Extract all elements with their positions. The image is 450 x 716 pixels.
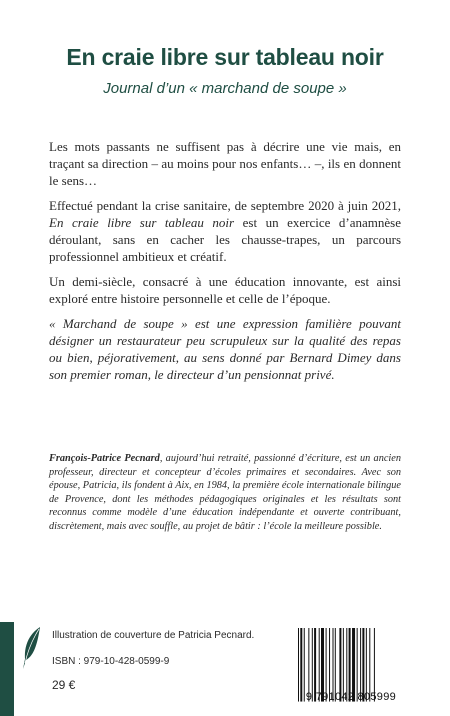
price-text: 29 €	[52, 678, 76, 692]
barcode-number: 9 791042 805999	[305, 691, 397, 703]
blurb-p2-start: Effectué pendant la crise sanitaire, de septembre 2020 à juin 2021,	[49, 198, 401, 213]
blurb-p2-book-title: En craie libre sur tableau noir	[49, 215, 235, 230]
blurb-paragraph-1: Les mots passants ne suffisent pas à décrire une vie mais, en traçant sa direction – au moins pour nos enfants… –, ils en donnent le sens…	[49, 139, 401, 188]
book-title: En craie libre sur tableau noir	[66, 44, 384, 70]
blurb-paragraph-2	[49, 197, 401, 265]
publisher-side-band	[0, 622, 14, 716]
book-subtitle: Journal d’un « marchand de soupe »	[103, 80, 347, 97]
feather-icon	[20, 626, 44, 670]
isbn-text: ISBN : 979-10-428-0599-9	[52, 656, 170, 667]
author-bio	[49, 452, 401, 534]
blurb-paragraph-3: Un demi-siècle, consacré à une éducation innovante, est ainsi exploré entre histoire personnelle et celle de l’époque.	[49, 274, 401, 306]
cover-illustration-credit: Illustration de couverture de Patricia Pecnard.	[52, 630, 255, 641]
author-bio-text: , aujourd’hui retraité, passionné d’écriture, est un ancien professeur, directeur et concepteur d’écoles primaires et secondaires. Avec son épouse, Patricia, ils fondent à Aix, en 1984, la première école internationale bilingue de Provence, dont les méthodes pédagogiques originales et les résultats sont reconnus comme modèle d’une éducation indépendante et ouverte contribuant, discrètement, mais avec souffle, au projet de bâtir : l’école la meilleure possible.	[49, 453, 401, 532]
author-name: François-Patrice Pecnard	[49, 453, 160, 464]
blurb-paragraph-4: « Marchand de soupe » est une expression familière pouvant désigner un restaurateur peu scrupuleux sur la qualité des repas ou bien, péjorativement, au sens donné par Bernard Dimey dans son premier roman, le directeur d’un pensionnat privé.	[49, 316, 401, 382]
blurb-p2-end: est un exercice d’anamnèse déroulant, sans en cacher les chausse-trapes, un parcours professionnel ambitieux et créatif.	[49, 215, 401, 264]
back-cover-blurb	[49, 138, 401, 391]
